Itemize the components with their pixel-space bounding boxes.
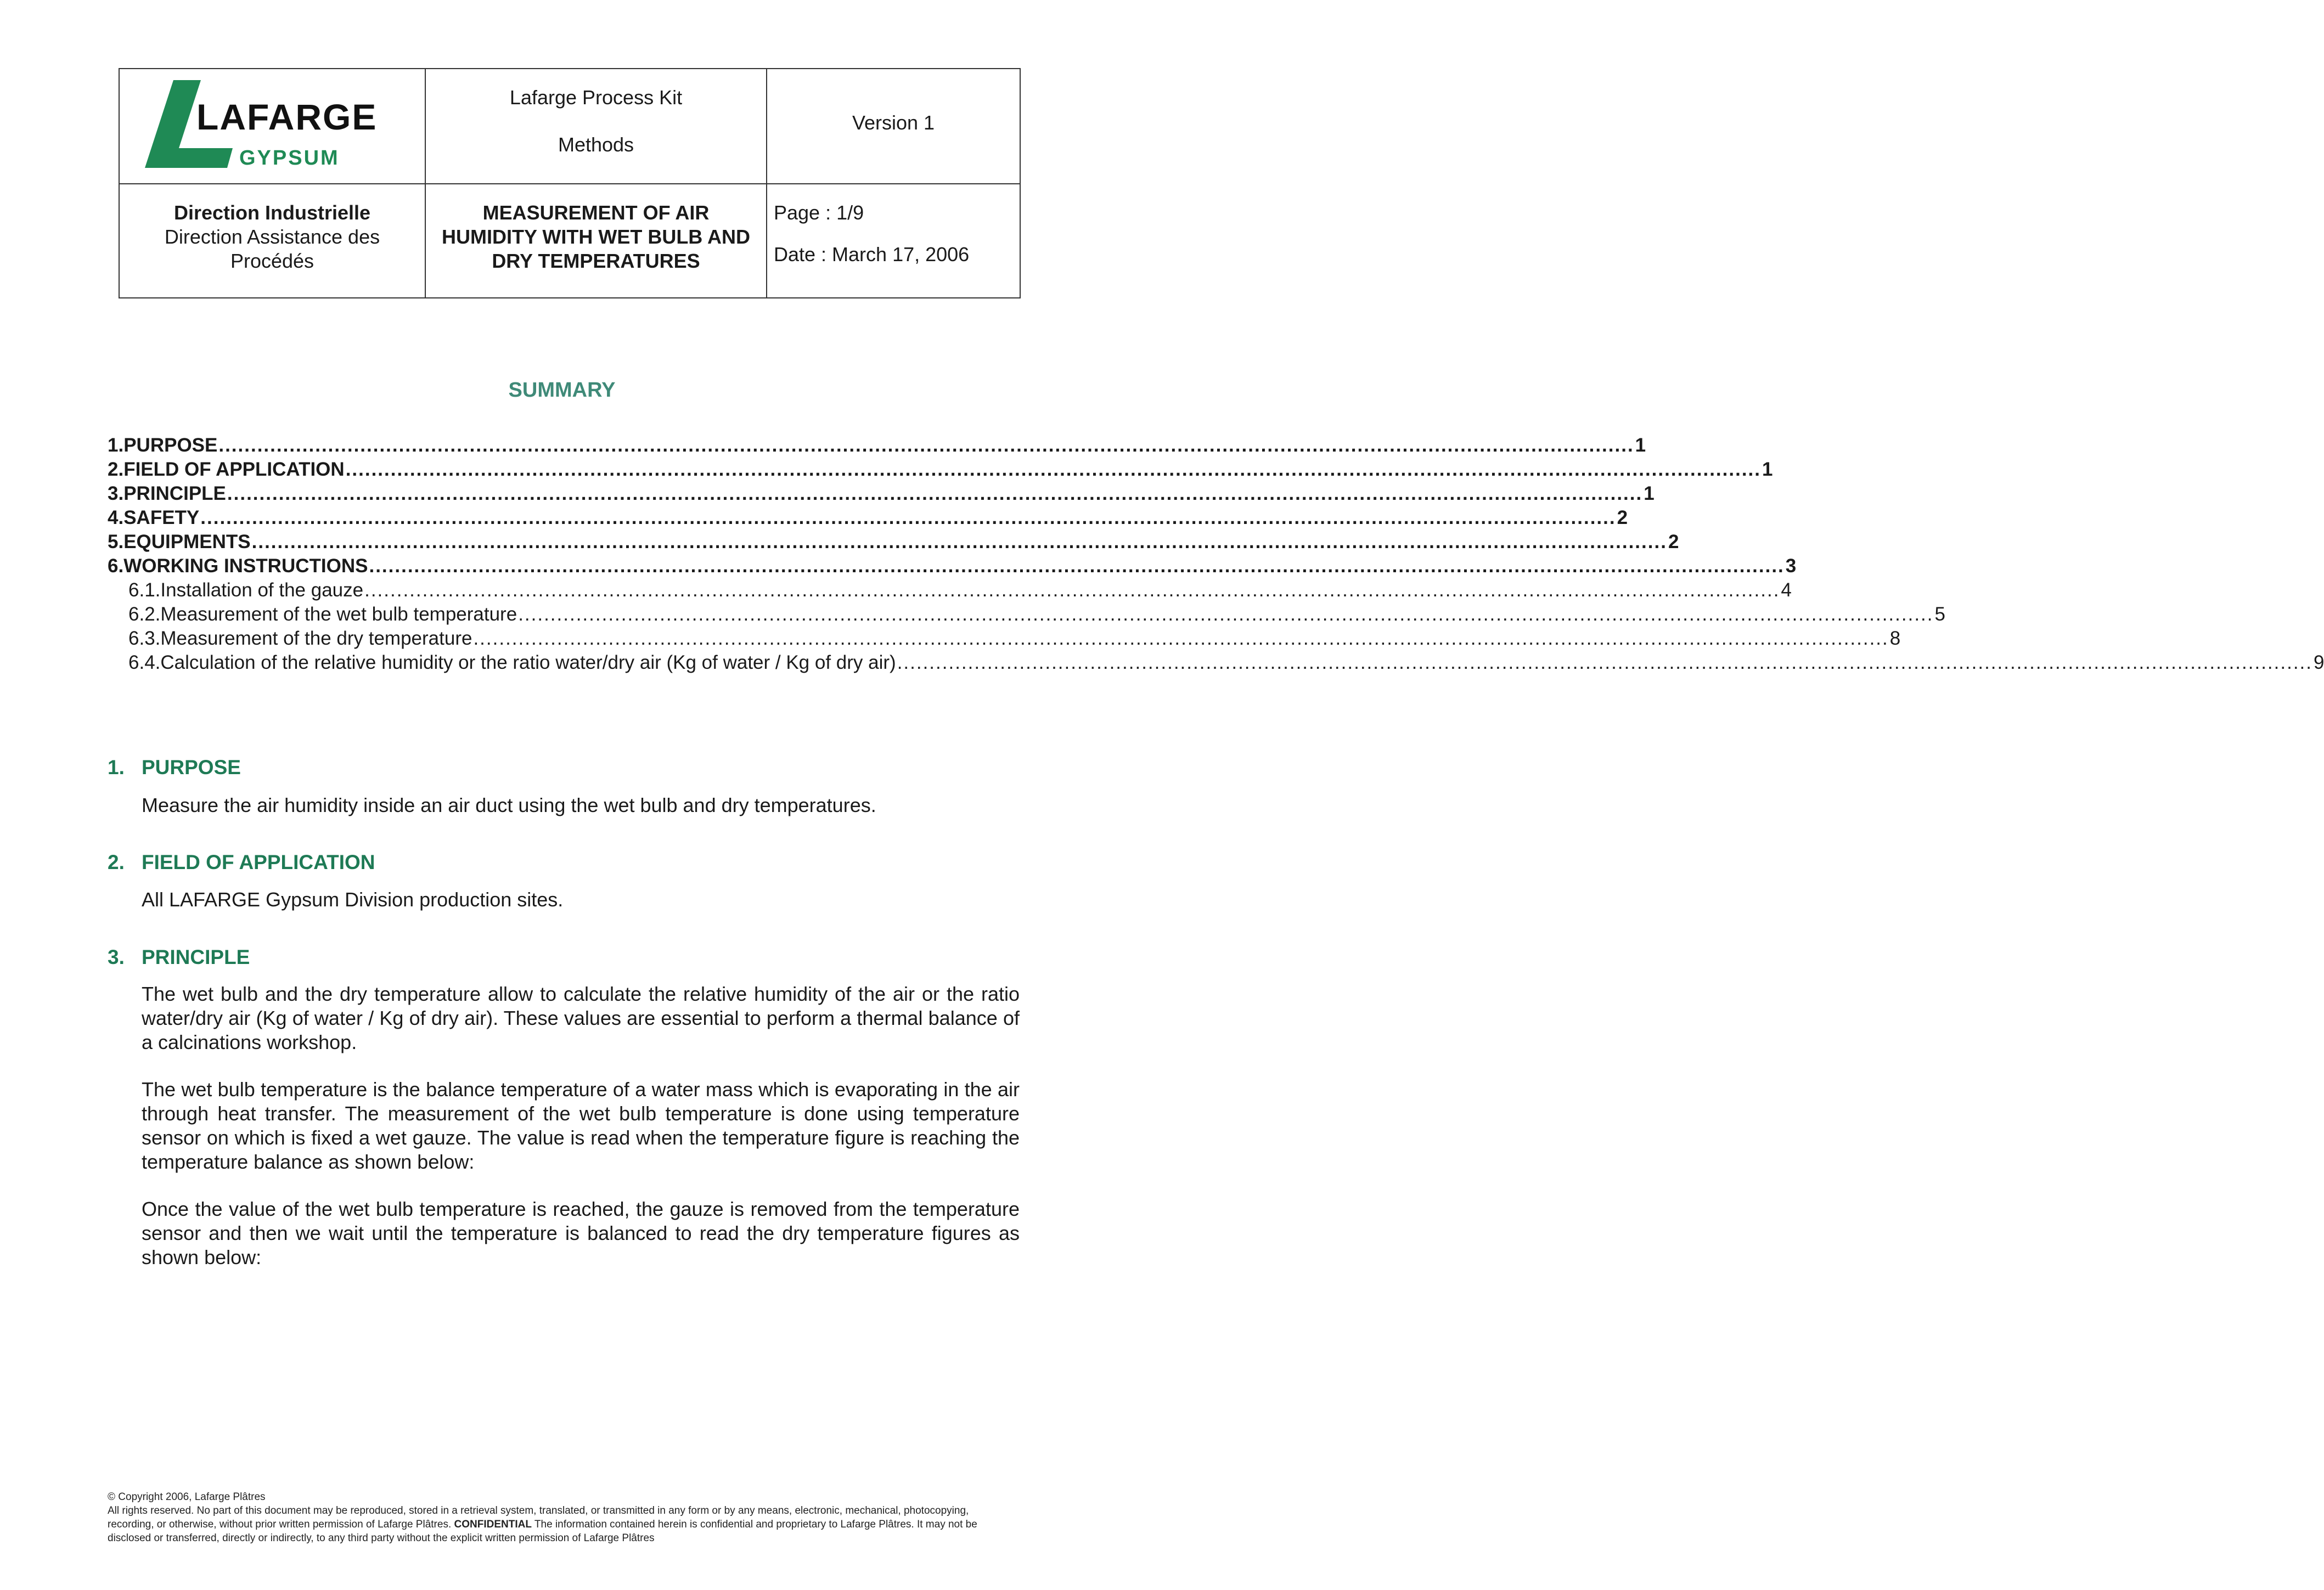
toc-entry-number: 6.3. bbox=[128, 628, 161, 649]
toc-entry-page: 9 bbox=[2314, 652, 2324, 673]
toc-entry-number: 1. bbox=[108, 435, 124, 456]
toc-entry-page: 1 bbox=[1635, 435, 1646, 456]
toc-entry-number: 2. bbox=[108, 459, 124, 480]
document-header-table bbox=[119, 68, 1021, 298]
toc-dot-leader: ............................................................................................................................................................................................................................ bbox=[897, 652, 2312, 673]
toc-entry-page: 5 bbox=[1934, 604, 1945, 625]
toc-entry-page: 2 bbox=[1668, 531, 1679, 552]
toc-entry-title: SAFETY bbox=[123, 507, 200, 528]
version-label: Version 1 bbox=[852, 111, 935, 134]
process-kit-label: Lafarge Process Kit bbox=[509, 86, 683, 109]
svg-text:LAFARGE: LAFARGE bbox=[196, 97, 378, 137]
principle-paragraph-1: The wet bulb and the dry temperature allow to calculate the relative humidity of the air or the ratio water/dry air (Kg of water / Kg of dry air). These values are essential to perform a thermal balance of a calcinations workshop. bbox=[142, 983, 1020, 1053]
assistance-label-2: Procédés bbox=[230, 250, 314, 272]
document-title: MEASUREMENT OF AIR bbox=[482, 201, 710, 224]
toc-entry-page: 3 bbox=[1785, 555, 1797, 577]
toc-entry-page: 1 bbox=[1762, 459, 1773, 480]
toc-entry-page: 2 bbox=[1617, 507, 1628, 528]
toc-entry[interactable] bbox=[108, 602, 1945, 627]
toc-entry[interactable] bbox=[108, 578, 1792, 602]
toc-entry-number: 4. bbox=[108, 507, 124, 528]
principle-paragraph-2: The wet bulb temperature is the balance temperature of a water mass which is evaporating in the air through heat transfer. The measurement of the wet bulb temperature is done using temperature sensor on which is fixed a wet gauze. The value is read when the temperature figure is reaching the temperature balance as shown below: bbox=[142, 1078, 1020, 1173]
toc-entry-title: Calculation of the relative humidity or the ratio water/dry air (Kg of water / Kg of dry air) bbox=[160, 652, 896, 673]
toc-entry[interactable] bbox=[108, 482, 1655, 506]
toc-entry-number: 6.4. bbox=[128, 652, 161, 673]
toc-entry-title: PRINCIPLE bbox=[123, 483, 226, 504]
document-title-2: HUMIDITY WITH WET BULB AND bbox=[442, 225, 750, 248]
section-principle-heading: 3. PRINCIPLE bbox=[108, 946, 250, 968]
svg-text:GYPSUM: GYPSUM bbox=[239, 146, 340, 170]
methods-label: Methods bbox=[558, 133, 634, 156]
toc-dot-leader: ............................................................................................................................................................................................................................ bbox=[251, 531, 1667, 552]
toc-entry[interactable] bbox=[108, 530, 1679, 554]
toc-entry[interactable] bbox=[108, 651, 2324, 675]
toc-entry-page: 8 bbox=[1889, 628, 1901, 649]
header-divider bbox=[120, 183, 1020, 184]
toc-entry-number: 3. bbox=[108, 483, 124, 504]
toc-dot-leader: ............................................................................................................................................................................................................................ bbox=[200, 507, 1616, 528]
toc-dot-leader: ............................................................................................................................................................................................................................ bbox=[364, 579, 1780, 601]
toc-entry-number: 6.2. bbox=[128, 604, 161, 625]
copyright-line: © Copyright 2006, Lafarge Plâtres bbox=[108, 1491, 266, 1503]
rights-notice: All rights reserved. No part of this document may be reproduced, stored in a retrieval system, translated, or transmitted in any form or by any means, electronic, mechanical, photocopying, recording, or otherwise, without prior written permission of Lafarge Plâtres. CONFIDENTIAL The information contained herein is confidential and proprietary to Lafarge Plâtres. It may not be disclosed or transferred, directly or indirectly, to any third party without the explicit written permission of Lafarge Plâtres bbox=[108, 1505, 977, 1544]
document-title-3: DRY TEMPERATURES bbox=[492, 250, 700, 272]
toc-entry-title: Measurement of the dry temperature bbox=[160, 628, 472, 649]
toc-dot-leader: ............................................................................................................................................................................................................................ bbox=[218, 435, 1634, 456]
toc-entry-number: 5. bbox=[108, 531, 124, 552]
section-purpose-heading: 1. PURPOSE bbox=[108, 756, 241, 779]
toc-entry[interactable] bbox=[108, 458, 1773, 482]
toc-entry-title: PURPOSE bbox=[123, 435, 218, 456]
toc-entry-title: Measurement of the wet bulb temperature bbox=[160, 604, 517, 625]
toc-entry-title: EQUIPMENTS bbox=[123, 531, 251, 552]
toc-entry-title: WORKING INSTRUCTIONS bbox=[123, 555, 368, 577]
toc-entry-number: 6. bbox=[108, 555, 124, 577]
lafarge-gypsum-logo bbox=[135, 76, 420, 178]
toc-entry-title: FIELD OF APPLICATION bbox=[123, 459, 345, 480]
toc-entry-page: 1 bbox=[1644, 483, 1655, 504]
section-field-heading: 2. FIELD OF APPLICATION bbox=[108, 851, 375, 873]
copyright-footer bbox=[108, 1490, 1008, 1545]
toc-entry[interactable] bbox=[108, 506, 1628, 530]
principle-paragraph-3: Once the value of the wet bulb temperature is reached, the gauze is removed from the temperature sensor and then we wait until the temperature is balanced to read the dry temperature figures as shown below: bbox=[142, 1198, 1020, 1268]
toc-dot-leader: ............................................................................................................................................................................................................................ bbox=[473, 628, 1889, 649]
document-date: Date : March 17, 2006 bbox=[774, 243, 970, 266]
confidential-label: CONFIDENTIAL bbox=[454, 1519, 532, 1530]
toc-entry-title: Installation of the gauze bbox=[160, 579, 364, 601]
toc-entry-number: 6.1. bbox=[128, 579, 161, 601]
toc-dot-leader: ............................................................................................................................................................................................................................ bbox=[518, 604, 1934, 625]
toc-dot-leader: ............................................................................................................................................................................................................................ bbox=[345, 459, 1761, 480]
direction-label: Direction Industrielle bbox=[173, 201, 371, 224]
page-number: Page : 1/9 bbox=[774, 201, 864, 224]
assistance-label: Direction Assistance des bbox=[164, 225, 380, 248]
toc-entry-page: 4 bbox=[1781, 579, 1792, 601]
table-of-contents bbox=[108, 433, 2324, 675]
summary-heading: SUMMARY bbox=[508, 379, 616, 402]
toc-dot-leader: ............................................................................................................................................................................................................................ bbox=[227, 483, 1643, 504]
field-text: All LAFARGE Gypsum Division production sites. bbox=[142, 888, 564, 911]
purpose-text: Measure the air humidity inside an air duct using the wet bulb and dry temperatures. bbox=[142, 794, 876, 816]
toc-entry[interactable] bbox=[108, 433, 1646, 458]
toc-dot-leader: ............................................................................................................................................................................................................................ bbox=[369, 555, 1785, 577]
toc-entry[interactable] bbox=[108, 554, 1797, 578]
toc-entry[interactable] bbox=[108, 627, 1901, 651]
